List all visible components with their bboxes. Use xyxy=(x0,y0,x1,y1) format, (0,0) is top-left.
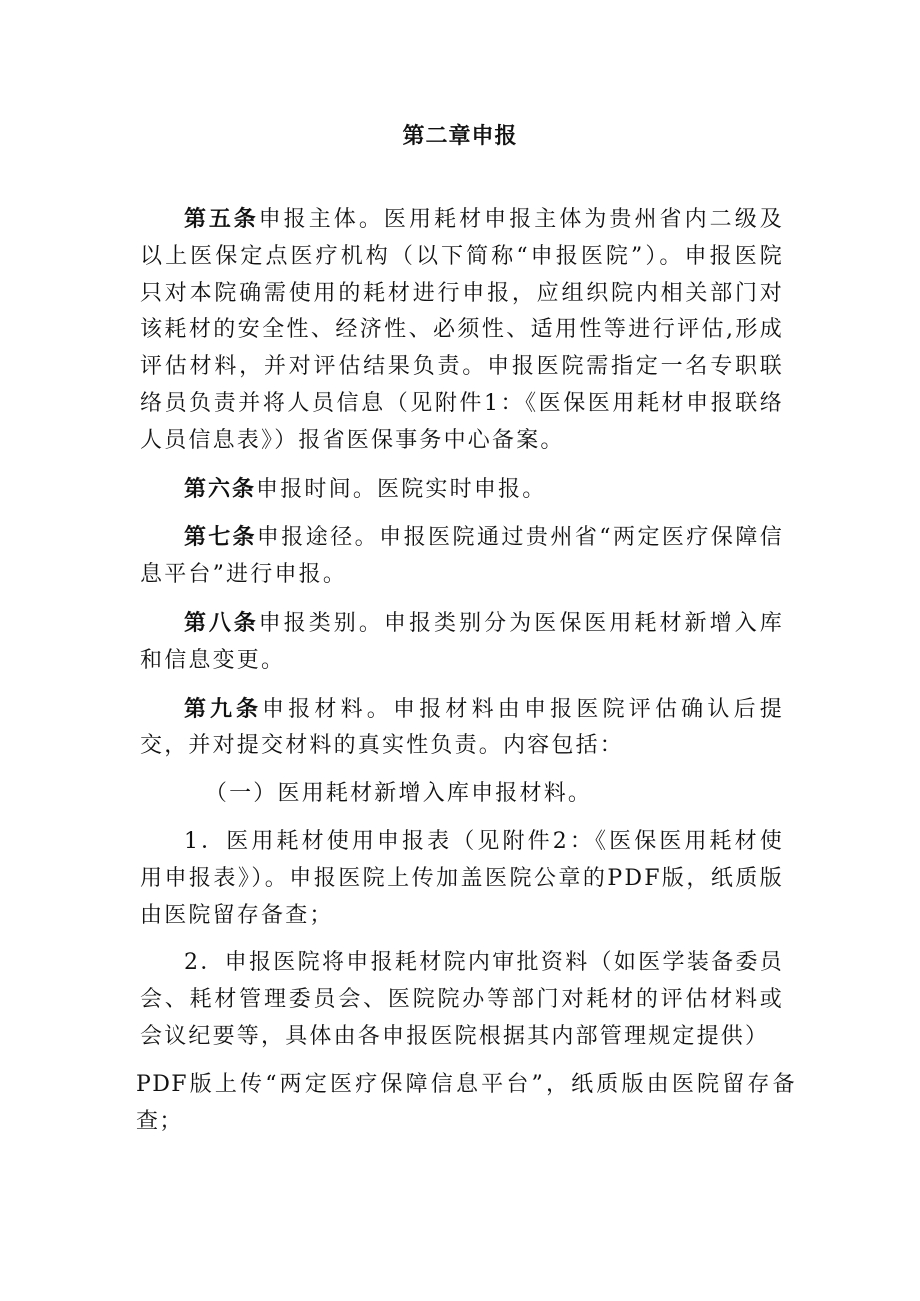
article-text: 申报途径。申报医院通过贵州省“两定医疗保障信息平台”进行申报。 xyxy=(140,525,784,588)
list-item: 2．申报医院将申报耗材院内审批资料（如医学装备委员会、耗材管理委员会、医院院办等部门对耗材的评估材料或会议纪要等，具体由各申报医院根据其内部管理规定提供） xyxy=(140,950,784,1049)
chapter-title: 第二章申报 xyxy=(402,123,518,149)
continuation-text: PDF版上传“两定医疗保障信息平台”，纸质版由医院留存备查； xyxy=(136,1071,796,1134)
article-9 xyxy=(140,691,784,766)
article-label: 第六条 xyxy=(184,475,257,502)
article-label: 第九条 xyxy=(184,695,262,722)
article-text: 申报主体。医用耗材申报主体为贵州省内二级及以上医保定点医疗机构（以下简称“申报医院”）。申报医院只对本院确需使用的耗材进行申报，应组织院内相关部门对该耗材的安全性、经济性、必须性、适用性等进行评估,形成评估材料，并对评估结果负责。申报医院需指定一名专职联络员负责并将人员信息（见附件1：《医保医用耗材申报联络人员信息表》）报省医保事务中心备案。 xyxy=(140,207,784,453)
article-6 xyxy=(140,471,784,509)
article-label: 第五条 xyxy=(184,206,259,232)
document-body xyxy=(136,201,796,1151)
article-label: 第七条 xyxy=(184,524,257,551)
list-item: 1．医用耗材使用申报表（见附件2：《医保医用耗材使用申报表》）。申报医院上传加盖医院公章的PDF版，纸质版由医院留存备查； xyxy=(140,828,784,928)
article-text: 申报时间。医院实时申报。 xyxy=(256,476,547,502)
subsection-heading: （一）医用耗材新增入库申报材料。 xyxy=(204,781,593,807)
article-5 xyxy=(140,201,784,460)
article-8 xyxy=(140,605,784,680)
article-label: 第八条 xyxy=(184,609,259,636)
article-text: 申报类别。申报类别分为医保医用耗材新增入库和信息变更。 xyxy=(140,610,784,673)
article-7 xyxy=(140,519,784,594)
article-text: 申报材料。申报材料由申报医院评估确认后提交，并对提交材料的真实性负责。内容包括： xyxy=(140,696,784,759)
